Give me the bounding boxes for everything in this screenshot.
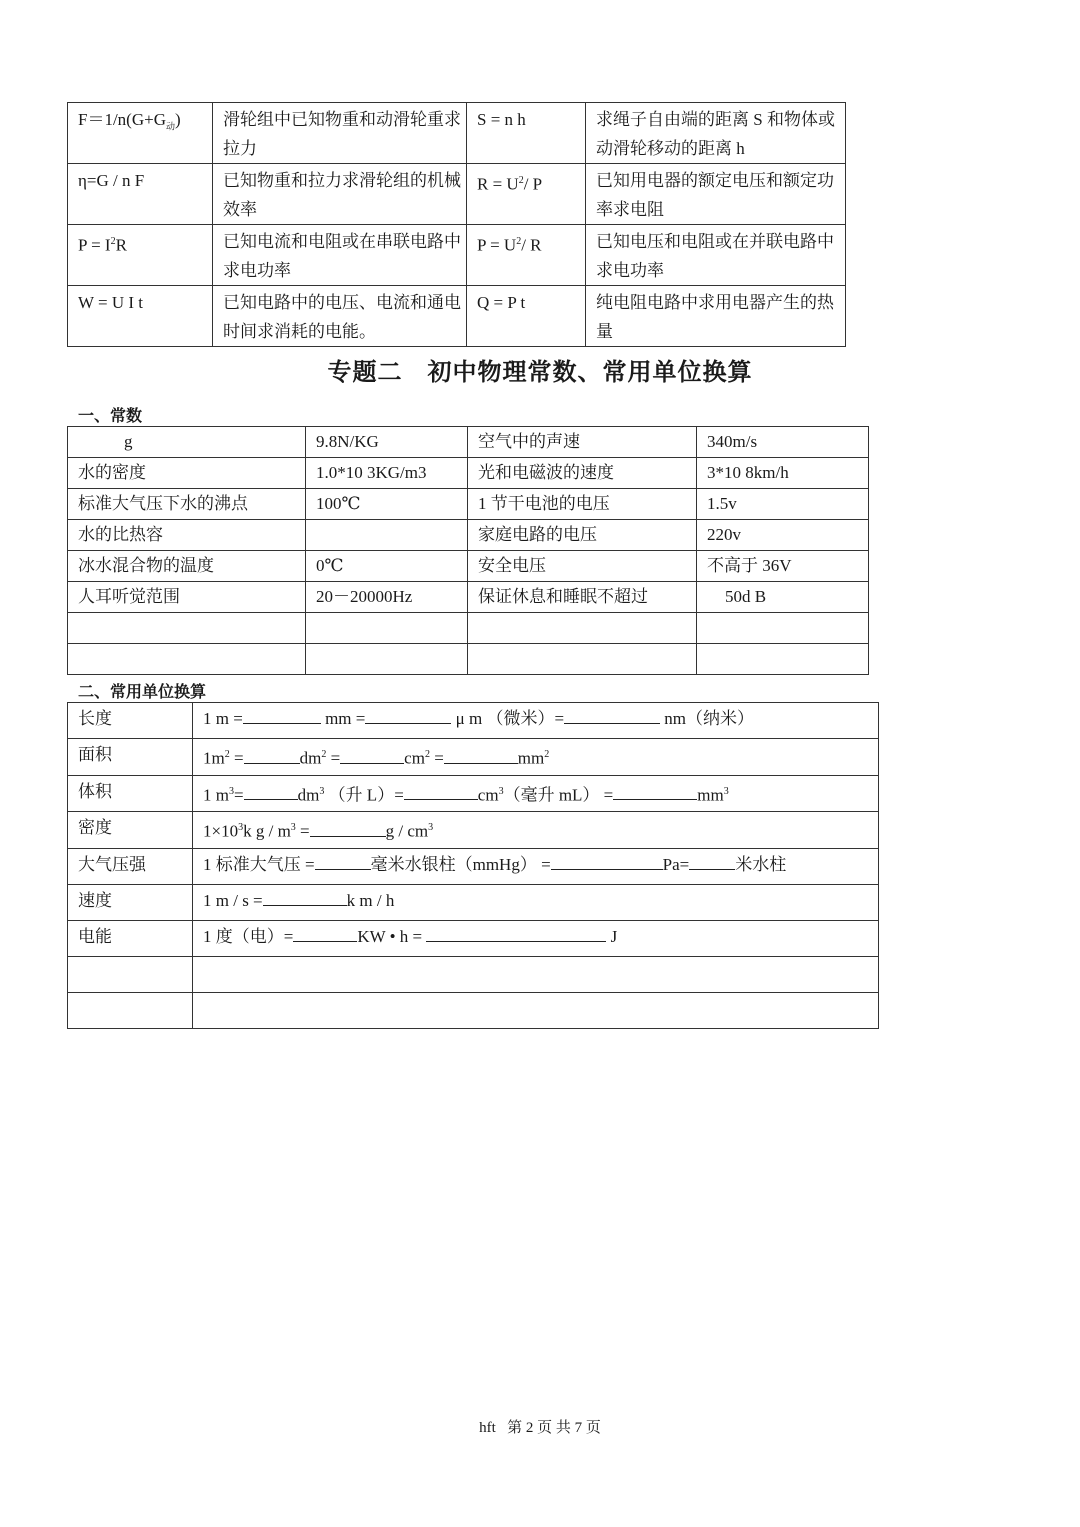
constant-value [306,520,468,551]
constant-name: 标准大气压下水的沸点 [68,489,306,520]
unit-label [68,992,193,1028]
description-cell: 已知电压和电阻或在并联电路中求电功率 [586,225,846,286]
table-row [68,458,869,489]
blank-line [564,706,660,724]
conversion-cell: 1 m = mm = μ m （微米）= nm（纳米） [193,703,879,739]
unit-label: 电能 [68,920,193,956]
table-row [68,286,846,347]
formula-table [67,102,846,347]
blank-line [244,746,300,764]
constant-value: 3*10 8km/h [697,458,869,489]
constant-value: 220v [697,520,869,551]
blank-line [315,852,371,870]
table-row [68,489,869,520]
unit-label: 体积 [68,775,193,812]
constants-heading: 一、常数 [78,406,143,425]
description-cell: 已知电路中的电压、电流和通电时间求消耗的电能。 [213,286,467,347]
unit-label: 大气压强 [68,848,193,884]
constant-name [468,644,697,675]
table-row [68,551,869,582]
table-row [68,582,869,613]
formula-cell: $P = U^2/$ R [467,225,586,286]
table-row [68,427,869,458]
table-row [68,956,879,992]
page-footer [0,1416,1080,1437]
constant-name: 家庭电路的电压 [468,520,697,551]
conversion-cell [193,956,879,992]
formula-cell: S = n h [467,103,586,164]
units-heading: 二、常用单位换算 [78,682,207,701]
constant-value: 0℃ [306,551,468,582]
blank-line [613,782,697,800]
unit-conversion-table [67,702,879,1029]
table-row [68,775,879,812]
constant-value: 不高于 36V [697,551,869,582]
constant-value: 50d B [697,582,869,613]
section-title: 专题二 初中物理常数、常用单位换算 [327,358,753,386]
constant-value: 20－20000Hz [306,582,468,613]
description-cell: 已知用电器的额定电压和额定功率求电阻 [586,164,846,225]
footer-author: hft [479,1420,496,1436]
blank-line [365,706,451,724]
unit-label [68,956,193,992]
constant-name: 光和电磁波的速度 [468,458,697,489]
table-row [68,613,869,644]
table-row [68,703,879,739]
blank-line [551,852,663,870]
blank-line [426,924,606,942]
table-row [68,225,846,286]
constant-name: 1 节干电池的电压 [468,489,697,520]
blank-line [444,746,518,764]
constant-value [306,644,468,675]
table-row [68,739,879,776]
constant-name: 安全电压 [468,551,697,582]
constant-name: 冰水混合物的温度 [68,551,306,582]
blank-line [243,706,321,724]
constant-name [468,613,697,644]
blank-line [340,746,404,764]
formula-cell: $F=1/n(G+G_动)$ [68,103,213,164]
blank-line [404,782,478,800]
constant-value [697,644,869,675]
description-cell: 滑轮组中已知物重和动滑轮重求拉力 [213,103,467,164]
blank-line [293,924,357,942]
constant-value: 340m/s [697,427,869,458]
constant-name: 人耳听觉范围 [68,582,306,613]
constant-name: g [68,427,306,458]
table-row [68,992,879,1028]
unit-label: 长度 [68,703,193,739]
constant-value: 9.8N/KG [306,427,468,458]
conversion-cell [193,992,879,1028]
blank-line [263,888,347,906]
formula-cell: Q = P t [467,286,586,347]
formula-cell: $R = U^2/$ P [467,164,586,225]
page-number: 第 2 页 共 7 页 [507,1420,601,1436]
table-row [68,848,879,884]
formula-cell: $P = I^2R$ [68,225,213,286]
formula-cell: W = U I t [68,286,213,347]
table-row [68,920,879,956]
description-cell: 纯电阻电路中求用电器产生的热量 [586,286,846,347]
table-row [68,644,869,675]
constant-name: 空气中的声速 [468,427,697,458]
constant-value [697,613,869,644]
constant-value: 100℃ [306,489,468,520]
description-cell: 已知电流和电阻或在串联电路中求电功率 [213,225,467,286]
conversion-cell: 1 标准大气压 = 毫米水银柱（mmHg） = Pa= 米水柱 [193,848,879,884]
table-row [68,103,846,164]
conversion-cell: 1 m / s = k m / h [193,884,879,920]
unit-label: 密度 [68,812,193,849]
unit-label: 速度 [68,884,193,920]
conversion-cell: $1\times 10^3k$ $g / m^3 = g / cm^3$ [193,812,879,849]
constant-name [68,644,306,675]
blank-line [244,782,298,800]
constant-value: 1.0*10 3KG/m3 [306,458,468,489]
table-row [68,520,869,551]
blank-line [310,819,386,837]
constants-table [67,426,869,675]
constant-value [306,613,468,644]
table-row [68,884,879,920]
table-row [68,164,846,225]
blank-line [689,852,735,870]
constant-name [68,613,306,644]
description-cell: 求绳子自由端的距离 S 和物体或动滑轮移动的距离 h [586,103,846,164]
formula-cell: η=G / n F [68,164,213,225]
conversion-cell: 1 度（电）= KW • h = J [193,920,879,956]
constant-name: 水的密度 [68,458,306,489]
table-row [68,812,879,849]
constant-name: 保证休息和睡眠不超过 [468,582,697,613]
constant-name: 水的比热容 [68,520,306,551]
description-cell: 已知物重和拉力求滑轮组的机械效率 [213,164,467,225]
conversion-cell: $1m^2 = dm^2 = cm^2 = mm^2$ [193,739,879,776]
constant-value: 1.5v [697,489,869,520]
conversion-cell: 1 $m^3= dm^3$ （升 $L)= cm^3$（毫升 $mL) = mm^3$ [193,775,879,812]
unit-label: 面积 [68,739,193,776]
